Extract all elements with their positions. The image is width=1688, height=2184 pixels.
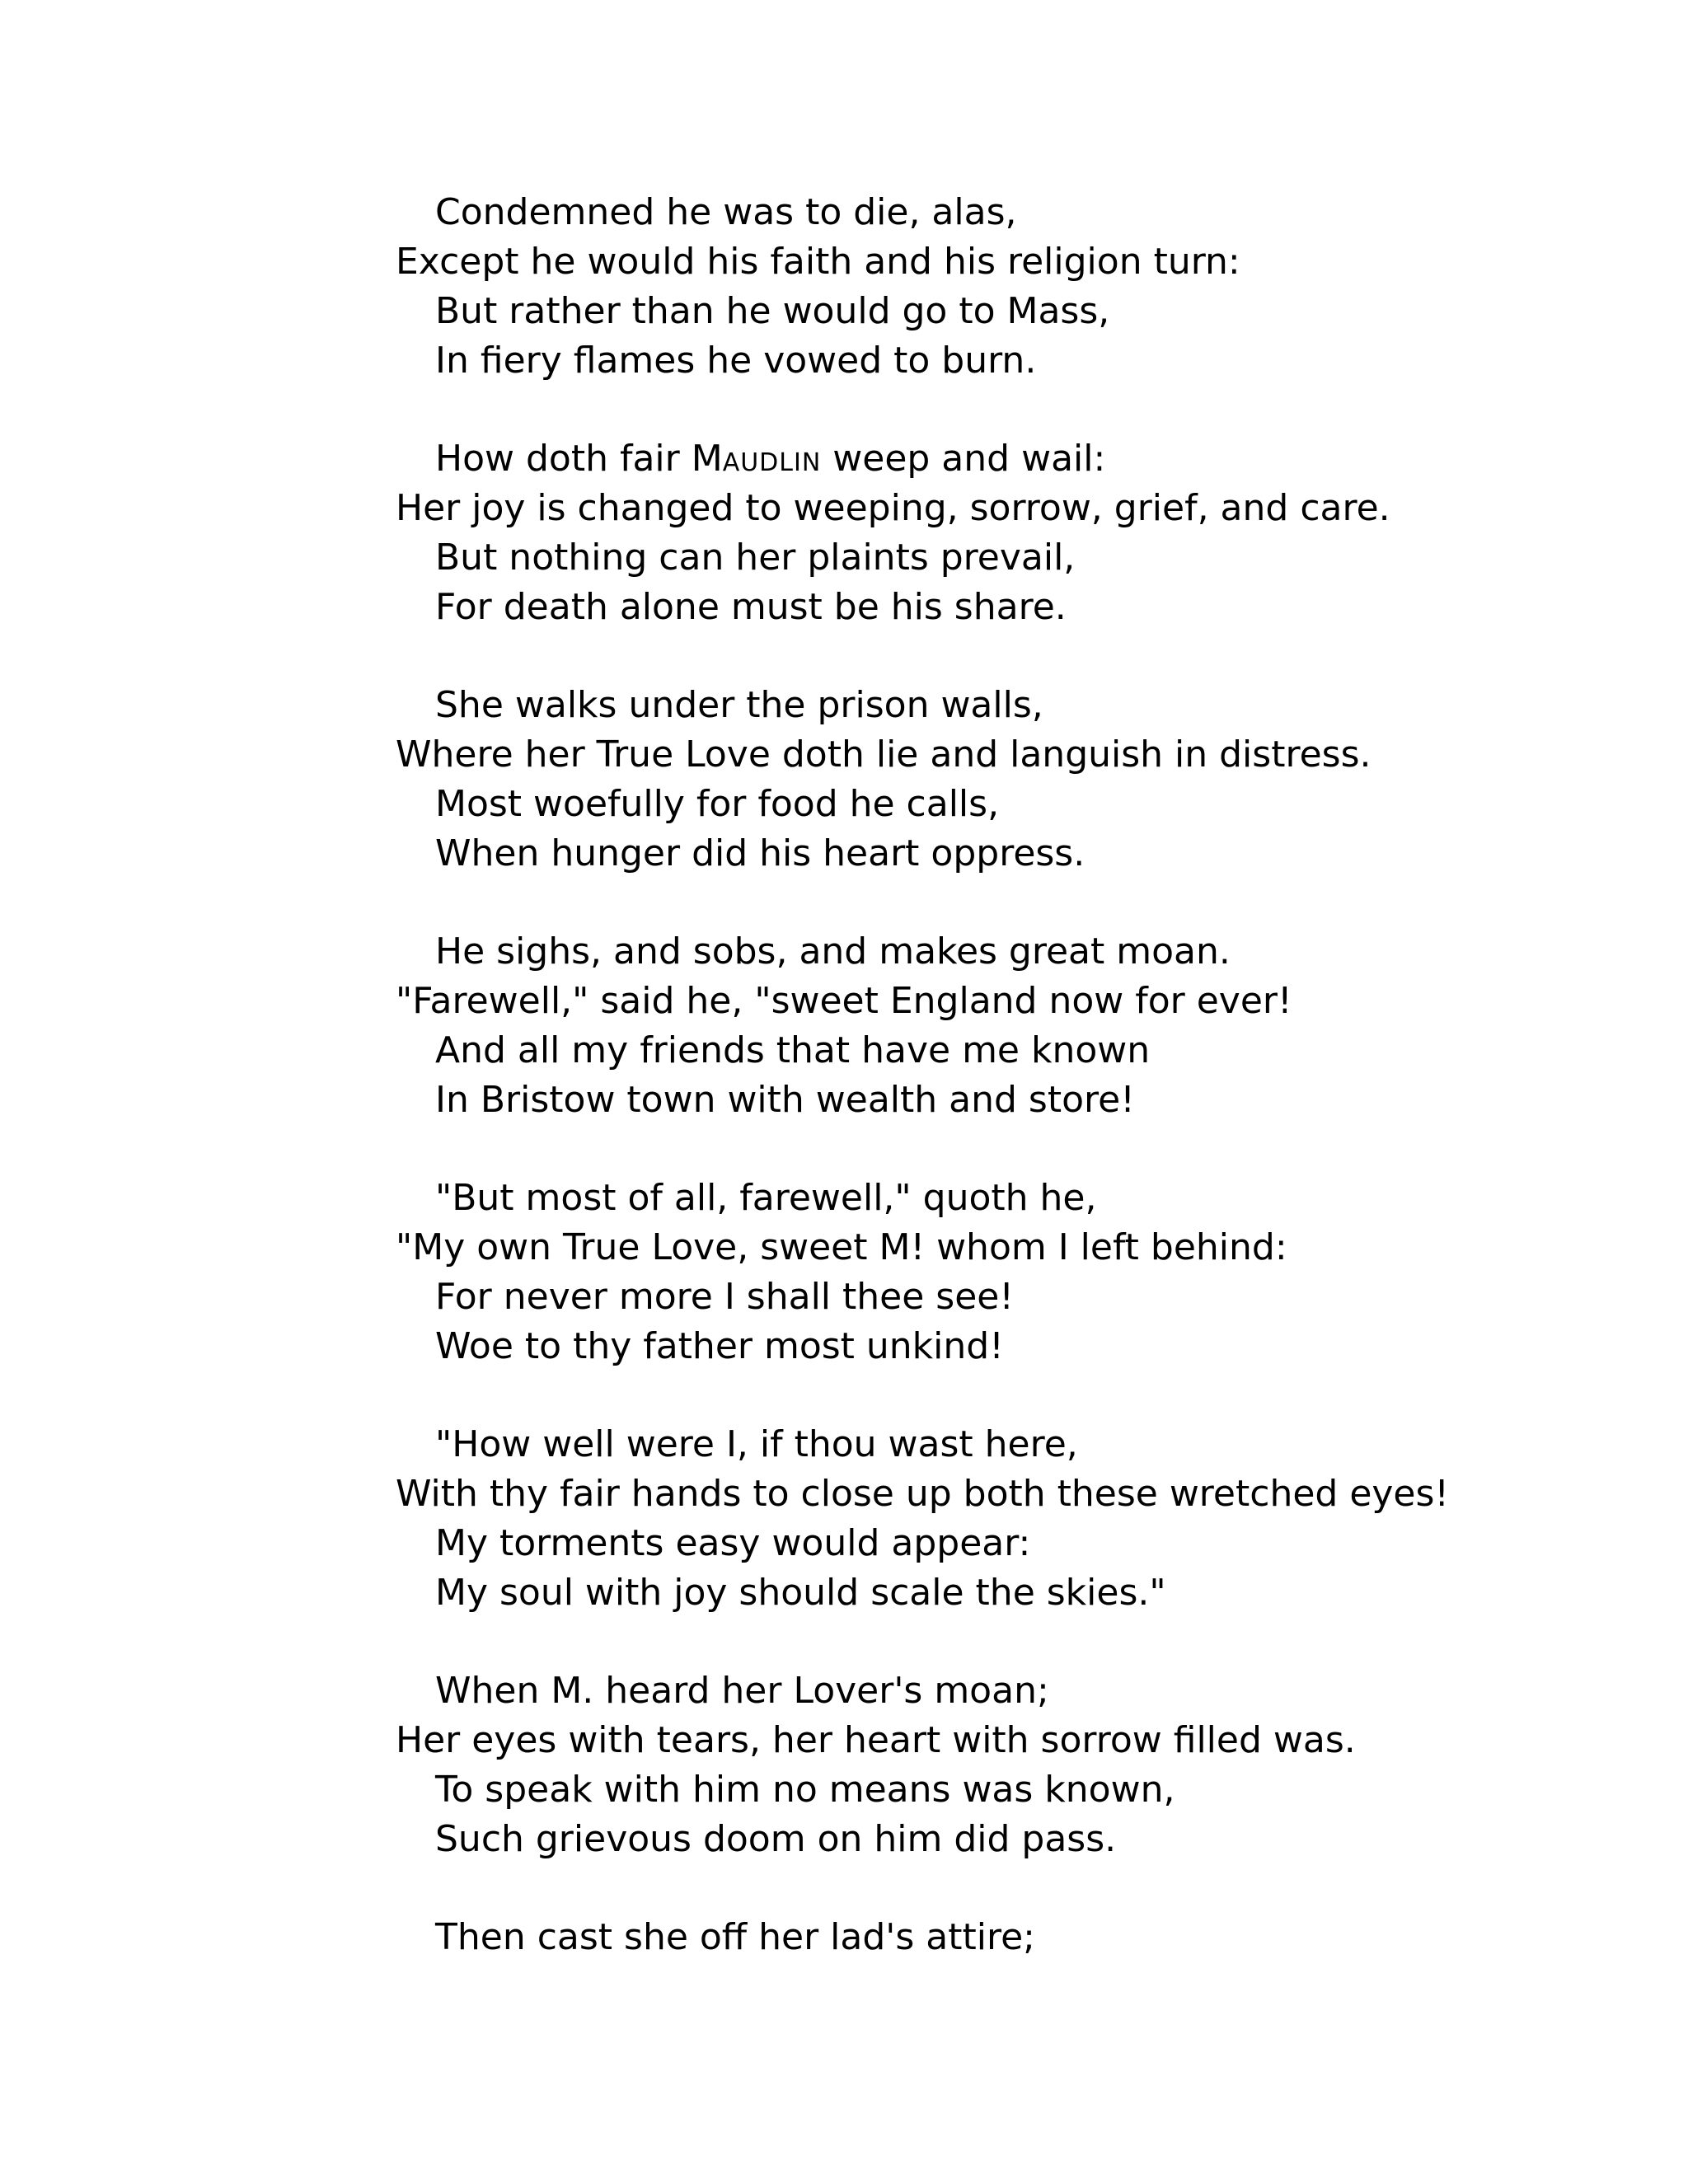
poem-line: Where her True Love doth lie and languish in distress.	[396, 733, 1372, 776]
poem-line: "How well were I, if thou wast here,	[435, 1423, 1078, 1465]
poem-line: But rather than he would go to Mass,	[435, 290, 1110, 332]
small-caps-capital: M	[691, 438, 723, 480]
poem-line: He sighs, and sobs, and makes great moan.	[435, 930, 1231, 972]
poem-line: "Farewell," said he, "sweet England now for ever!	[396, 980, 1292, 1022]
stanza	[396, 927, 1632, 1125]
poem-line: Her eyes with tears, her heart with sorrow filled was.	[396, 1719, 1356, 1761]
poem-line: "But most of all, farewell," quoth he,	[435, 1177, 1097, 1219]
poem-line-segment: How doth fair	[435, 438, 692, 480]
stanza	[396, 681, 1632, 879]
poem-line: But nothing can her plaints prevail,	[435, 537, 1076, 579]
stanza	[396, 434, 1632, 632]
stanza	[396, 1420, 1632, 1618]
poem-line: Her joy is changed to weeping, sorrow, grief, and care.	[396, 487, 1390, 529]
poem-line: My soul with joy should scale the skies."	[435, 1572, 1166, 1614]
poem-line: Woe to thy father most unkind!	[435, 1325, 1004, 1367]
poem-line	[396, 434, 1632, 484]
stanza	[396, 188, 1632, 386]
poem-line: Most woefully for food he calls,	[435, 783, 1000, 825]
poem-line-segment: weep and wail:	[821, 438, 1106, 480]
stanza	[396, 1174, 1632, 1371]
small-caps-name: AUDLIN	[722, 448, 822, 477]
poem-line: She walks under the prison walls,	[435, 684, 1043, 726]
poem-line: Such grievous doom on him did pass.	[435, 1818, 1117, 1860]
poem-line: With thy fair hands to close up both these wretched eyes!	[396, 1473, 1450, 1515]
poem-line: To speak with him no means was known,	[435, 1769, 1175, 1811]
poem-line: In fiery flames he vowed to burn.	[435, 340, 1037, 382]
poem-line: Condemned he was to die, alas,	[435, 191, 1017, 233]
poem-line: Except he would his faith and his religion turn:	[396, 241, 1240, 283]
poem-line: My torments easy would appear:	[435, 1522, 1031, 1564]
stanza	[396, 1666, 1632, 1864]
poem-line: In Bristow town with wealth and store!	[435, 1079, 1135, 1121]
stanza	[396, 1913, 1632, 1962]
poem-line: "My own True Love, sweet M! whom I left behind:	[396, 1226, 1287, 1268]
poem-line: When M. heard her Lover's moan;	[435, 1670, 1049, 1712]
poem-line: And all my friends that have me known	[435, 1029, 1151, 1071]
poem-line: For never more I shall thee see!	[435, 1276, 1014, 1318]
poem-line: Then cast she off her lad's attire;	[435, 1916, 1035, 1958]
poem-line: For death alone must be his share.	[435, 586, 1067, 628]
poem-body	[396, 188, 1632, 2011]
poem-line: When hunger did his heart oppress.	[435, 832, 1085, 874]
